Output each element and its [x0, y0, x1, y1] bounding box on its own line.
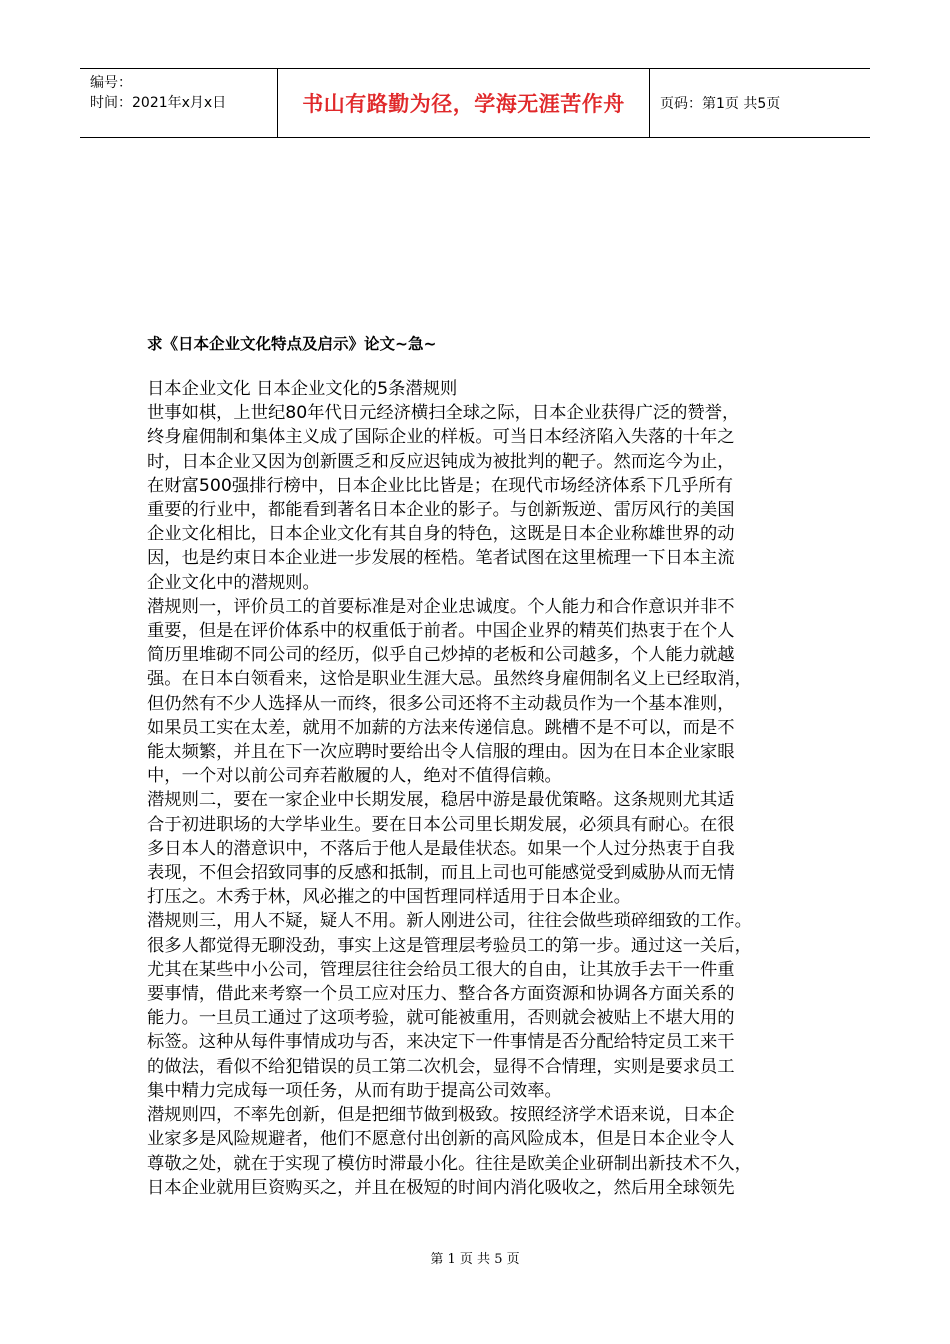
- article-line: 如果员工实在太差，就用不加薪的方法来传递信息。跳槽不是不可以，而是不: [147, 717, 735, 738]
- article-line: 重要的行业中，都能看到著名日本企业的影子。与创新叛逆、雷厉风行的美国: [147, 500, 735, 521]
- article-line: 重要，但是在评价体系中的权重低于前者。中国企业界的精英们热衷于在个人: [147, 621, 735, 642]
- article-line: 潜规则四，不率先创新，但是把细节做到极致。按照经济学术语来说，日本企: [147, 1105, 735, 1126]
- article-line: 业家多是风险规避者，他们不愿意付出创新的高风险成本，但是日本企业令人: [147, 1129, 735, 1150]
- article-line: 因，也是约束日本企业进一步发展的桎梏。笔者试图在这里梳理一下日本主流: [147, 548, 735, 569]
- document-date-label: 时间：2021年x月x日: [90, 95, 227, 111]
- article-line: 但仍然有不少人选择从一而终，很多公司还将不主动裁员作为一个基本准则，: [147, 693, 735, 714]
- article-line: 强。在日本白领看来，这恰是职业生涯大忌。虽然终身雇佣制名义上已经取消，: [147, 669, 752, 690]
- article-line: 尊敬之处，就在于实现了模仿时滞最小化。往往是欧美企业研制出新技术不久，: [147, 1153, 752, 1174]
- article-line: 日本企业就用巨资购买之，并且在极短的时间内消化吸收之，然后用全球领先: [147, 1177, 735, 1198]
- article-line: 集中精力完成每一项任务，从而有助于提高公司效率。: [147, 1080, 562, 1101]
- article-line: 简历里堆砌不同公司的经历，似乎自己炒掉的老板和公司越多，个人能力就越: [147, 645, 735, 666]
- header-page-info: 页码：第1页 共5页: [660, 96, 781, 112]
- article-line: 尤其在某些中小公司，管理层往往会给员工很大的自由，让其放手去干一件重: [147, 959, 735, 980]
- article-line: 合于初进职场的大学毕业生。要在日本公司里长期发展，必须具有耐心。在很: [147, 814, 735, 835]
- article-line: 潜规则三，用人不疑，疑人不用。新人刚进公司，往往会做些琐碎细致的工作。: [147, 911, 752, 932]
- article-line: 日本企业文化 日本企业文化的5条潜规则: [147, 379, 458, 399]
- header-meta-cell: [80, 69, 278, 137]
- article-line: 的做法，看似不给犯错误的员工第二次机会，显得不合情理，实则是要求员工: [147, 1056, 735, 1077]
- article-line: 打压之。木秀于林，风必摧之的中国哲理同样适用于日本企业。: [147, 887, 631, 908]
- page-footer: 第 1 页 共 5 页: [430, 1252, 520, 1267]
- article-line: 能力。一旦员工通过了这项考验，就可能被重用，否则就会被贴上不堪大用的: [147, 1008, 735, 1029]
- article-line: 世事如棋，上世纪80年代日元经济横扫全球之际，日本企业获得广泛的赞誉，: [147, 403, 740, 424]
- article-line: 中，一个对以前公司弃若敝履的人，绝对不值得信赖。: [147, 766, 562, 787]
- article-line: 能太频繁，并且在下一次应聘时要给出令人信服的理由。因为在日本企业家眼: [147, 742, 735, 763]
- article-line: 潜规则一，评价员工的首要标准是对企业忠诚度。个人能力和合作意识并非不: [147, 596, 735, 617]
- article-line: 标签。这种从每件事情成功与否，来决定下一件事情是否分配给特定员工来干: [147, 1032, 735, 1053]
- article-line: 潜规则二，要在一家企业中长期发展，稳居中游是最优策略。这条规则尤其适: [147, 790, 735, 811]
- article-body: [147, 377, 827, 1200]
- article-line: 表现，不但会招致同事的反感和抵制，而且上司也可能感觉受到威胁从而无情: [147, 863, 735, 884]
- article-line: 要事情，借此来考察一个员工应对压力、整合各方面资源和协调各方面关系的: [147, 984, 735, 1005]
- article-line: 企业文化中的潜规则。: [147, 572, 320, 593]
- article-line: 时，日本企业又因为创新匮乏和反应迟钝成为被批判的靶子。然而迄今为止，: [147, 451, 735, 472]
- article-line: 多日本人的潜意识中，不落后于他人是最佳状态。如果一个人过分热衷于自我: [147, 838, 735, 859]
- article-line: 企业文化相比，日本企业文化有其自身的特色，这既是日本企业称雄世界的动: [147, 524, 735, 545]
- document-number-label: 编号：: [90, 75, 132, 91]
- header-table: [80, 68, 870, 138]
- article-title: 求《日本企业文化特点及启示》论文~急~: [147, 335, 437, 353]
- article-line: 很多人都觉得无聊没劲，事实上这是管理层考验员工的第一步。通过这一关后，: [147, 935, 752, 956]
- article-line: 终身雇佣制和集体主义成了国际企业的样板。可当日本经济陷入失落的十年之: [147, 427, 735, 448]
- header-motto: 书山有路勤为径，学海无涯苦作舟: [278, 69, 650, 137]
- article-line: 在财富500强排行榜中，日本企业比比皆是；在现代市场经济体系下几乎所有: [147, 475, 733, 496]
